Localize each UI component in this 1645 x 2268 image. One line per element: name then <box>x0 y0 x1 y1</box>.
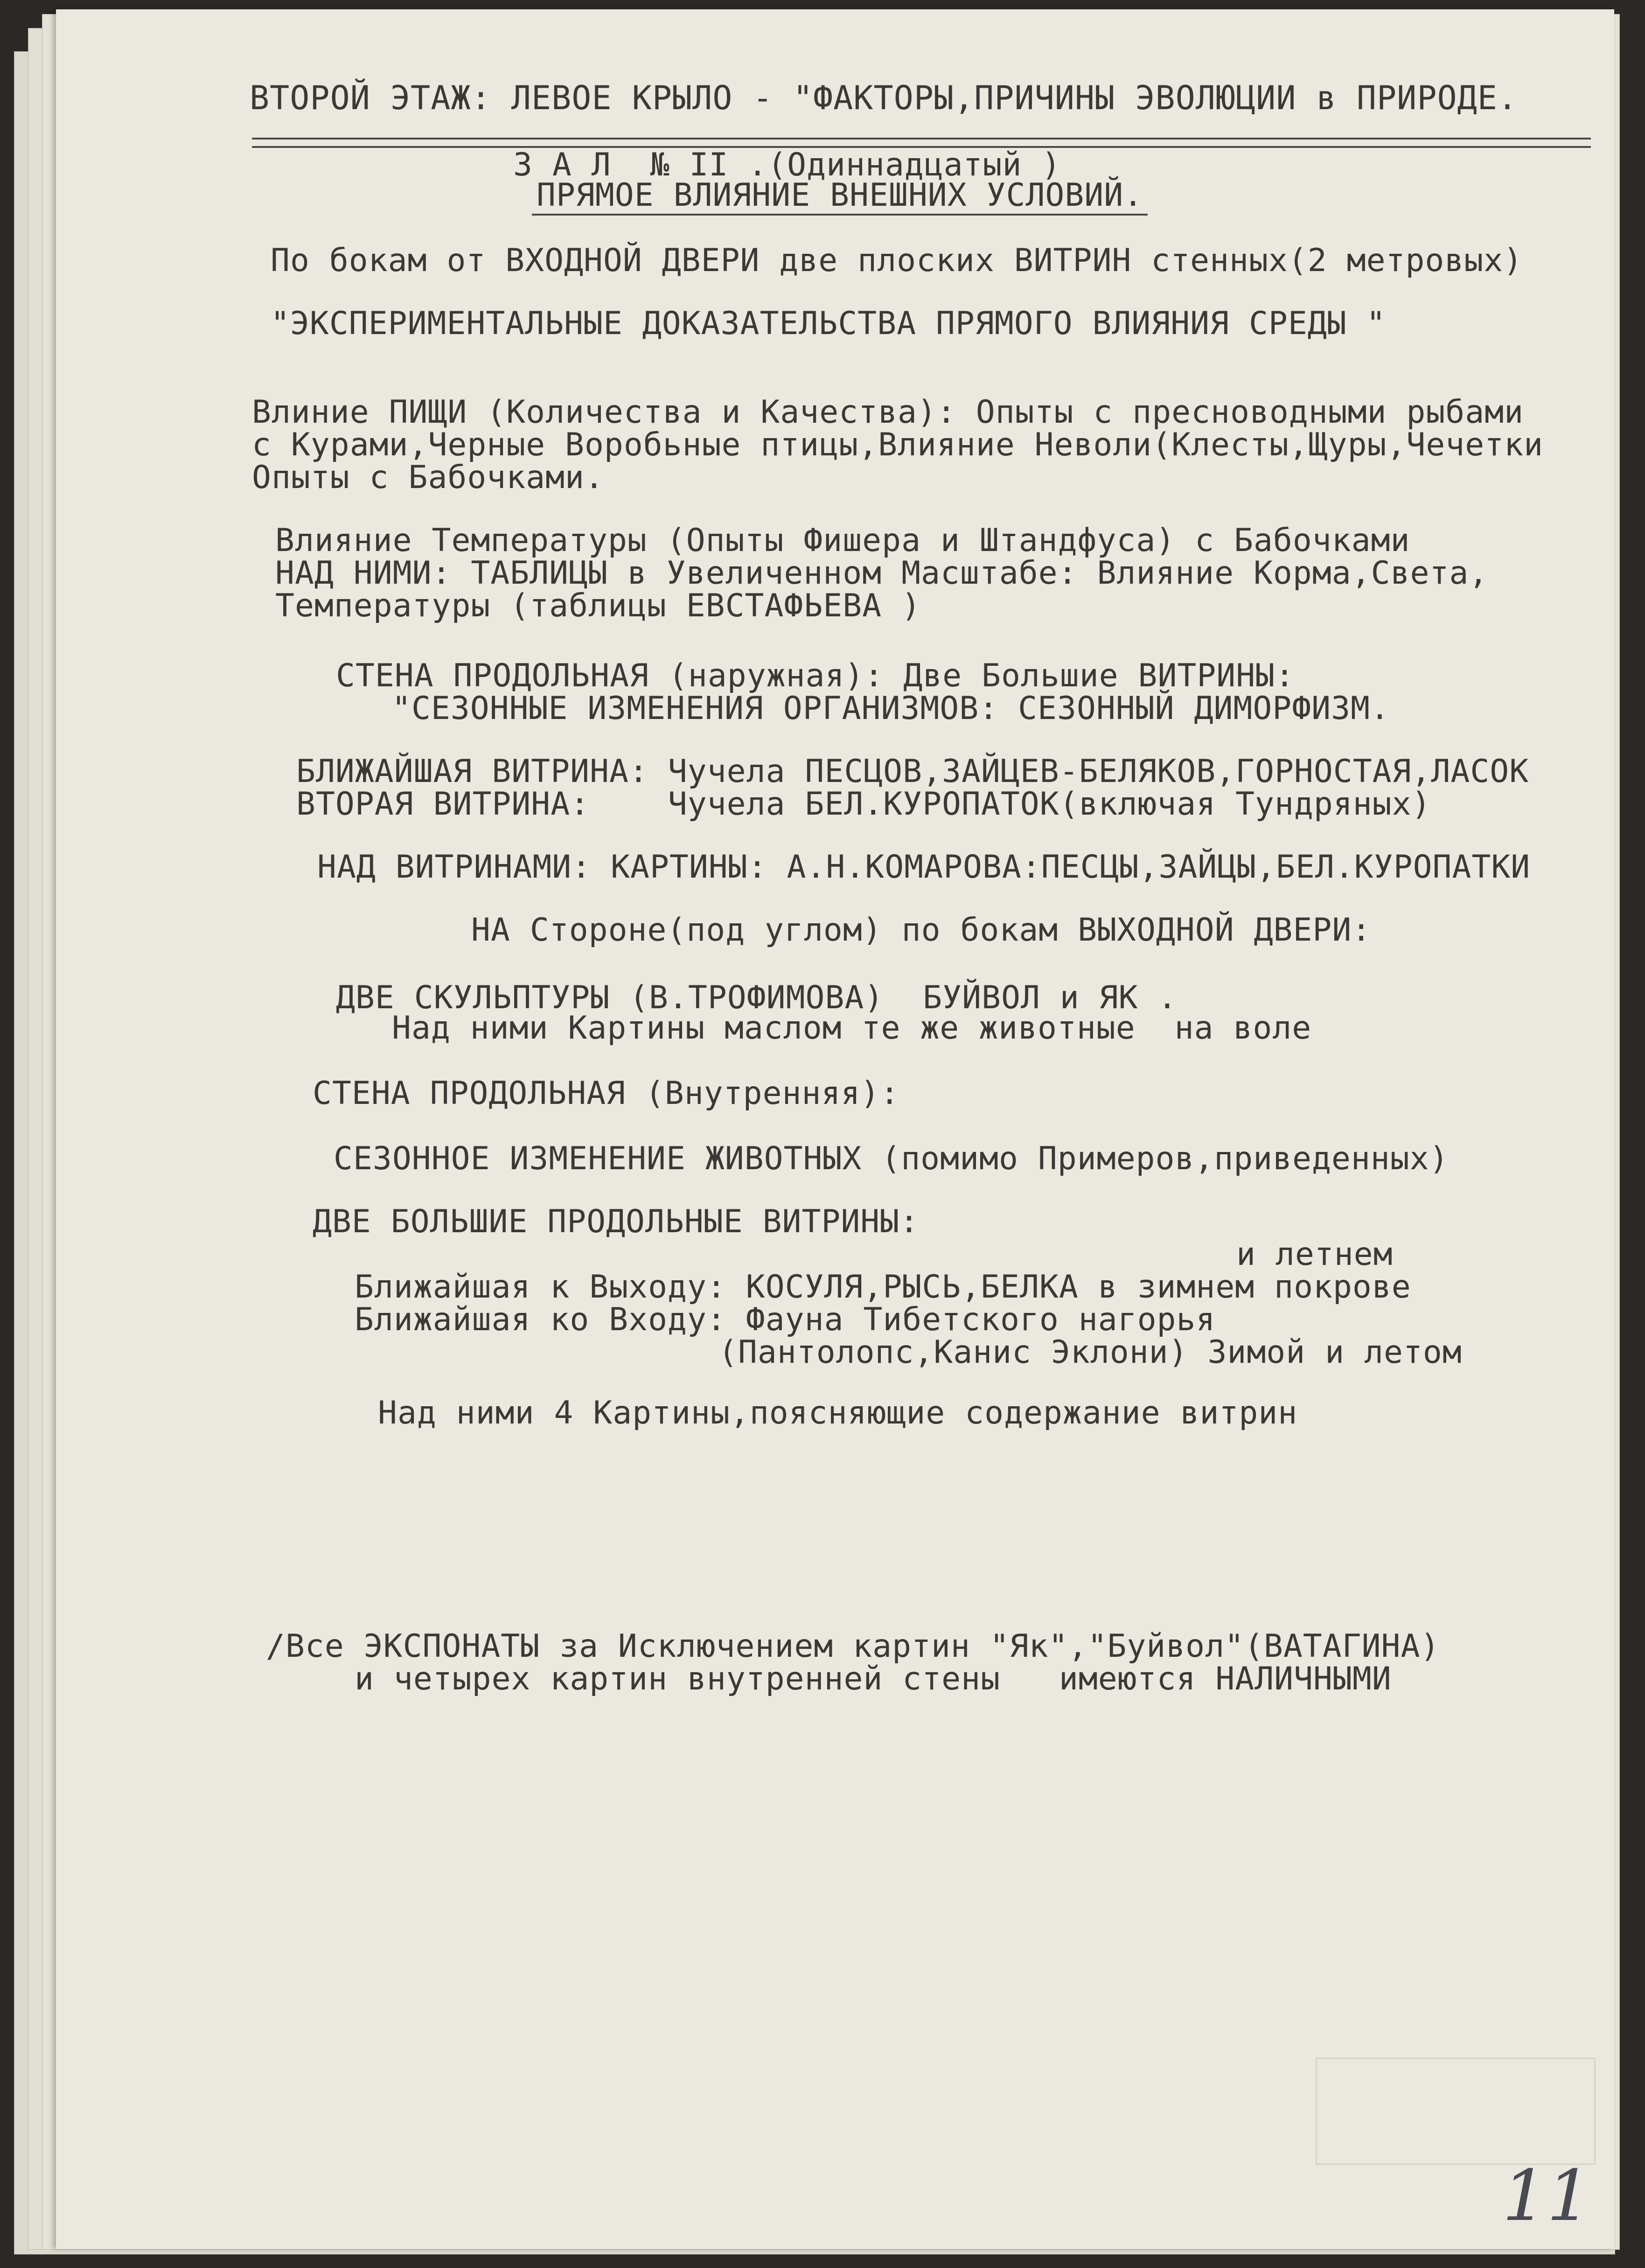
text-line: (Пантолопс,Канис Эклони) Зимой и летом <box>718 1334 1462 1371</box>
text-line: "СЕЗОННЫЕ ИЗМЕНЕНИЯ ОРГАНИЗМОВ: СЕЗОННЫЙ ДИМОРФИЗМ. <box>392 690 1390 727</box>
text-line: с Курами,Черные Воробьные птицы,Влияние Неволи(Клесты,Щуры,Чечетки <box>252 426 1544 463</box>
text-line: и четырех картин внутренней стены имеются НАЛИЧНЫМИ <box>355 1661 1392 1697</box>
text-line: НА Стороне(под углом) по бокам ВЫХОДНОЙ ДВЕРИ: <box>471 912 1372 949</box>
hall-title-underline <box>532 214 1148 216</box>
text-line: Опыты с Бабочками. <box>252 459 604 496</box>
text-line: Влияние Температуры (Опыты Фишера и Штандфуса) с Бабочками <box>275 522 1410 559</box>
text-line: /Все ЭКСПОНАТЫ за Исключением картин "Як","Буйвол"(ВАТАГИНА) <box>266 1628 1440 1665</box>
text-line: и летнем <box>1236 1236 1393 1273</box>
text-line: Над ними Картины маслом те же животные на воле <box>392 1010 1312 1047</box>
text-line: Влиние ПИЩИ (Количества и Качества): Опыты с пресноводными рыбами <box>252 394 1524 431</box>
text-line: НАД ВИТРИНАМИ: КАРТИНЫ: А.Н.КОМАРОВА:ПЕСЦЫ,ЗАЙЦЫ,БЕЛ.КУРОПАТКИ <box>317 849 1531 886</box>
text-line: ДВЕ БОЛЬШИЕ ПРОДОЛЬНЫЕ ВИТРИНЫ: <box>313 1203 920 1240</box>
text-line: БЛИЖАЙШАЯ ВИТРИНА: Чучела ПЕСЦОВ,ЗАЙЦЕВ-БЕЛЯКОВ,ГОРНОСТАЯ,ЛАСОК <box>296 753 1529 790</box>
text-line: Ближайшая к Выходу: КОСУЛЯ,РЫСЬ,БЕЛКА в зимнем покрове <box>355 1269 1411 1305</box>
text-line: По бокам от ВХОДНОЙ ДВЕРИ две плоских ВИТРИН стенных(2 метровых) <box>271 242 1523 279</box>
text-line: Над ними 4 Картины,поясняющие содержание витрин <box>378 1395 1298 1431</box>
text-line: ВТОРАЯ ВИТРИНА: Чучела БЕЛ.КУРОПАТОК(включая Тундряных) <box>296 786 1431 823</box>
document-page <box>56 9 1614 2249</box>
hall-number: З А Л № II .(Одиннадцатый ) <box>513 147 1061 183</box>
faded-archive-stamp <box>1316 2058 1596 2165</box>
text-line: СТЕНА ПРОДОЛЬНАЯ (Внутренняя): <box>313 1075 900 1112</box>
text-line: "ЭКСПЕРИМЕНТАЛЬНЫЕ ДОКАЗАТЕЛЬСТВА ПРЯМОГО ВЛИЯНИЯ СРЕДЫ " <box>271 305 1386 342</box>
text-line: Ближайшая ко Входу: Фауна Тибетского нагорья <box>355 1301 1216 1338</box>
text-line: НАД НИМИ: ТАБЛИЦЫ в Увеличенном Масштабе: Влияние Корма,Света, <box>275 555 1489 592</box>
document-heading: ВТОРОЙ ЭТАЖ: ЛЕВОЕ КРЫЛО - "ФАКТОРЫ,ПРИЧИНЫ ЭВОЛЮЦИИ в ПРИРОДЕ. <box>250 79 1518 117</box>
text-line: СТЕНА ПРОДОЛЬНАЯ (наружная): Две Большие ВИТРИНЫ: <box>336 657 1295 694</box>
text-line: ДВЕ СКУЛЬПТУРЫ (В.ТРОФИМОВА) БУЙВОЛ и ЯК . <box>336 979 1178 1016</box>
page-number: 11 <box>1502 2156 1591 2237</box>
hall-title: ПРЯМОЕ ВЛИЯНИЕ ВНЕШНИХ УСЛОВИЙ. <box>537 177 1143 214</box>
text-line: Температуры (таблицы ЕВСТАФЬЕВА ) <box>275 587 921 624</box>
text-line: СЕЗОННОЕ ИЗМЕНЕНИЕ ЖИВОТНЫХ (помимо Примеров,приведенных) <box>334 1140 1449 1177</box>
